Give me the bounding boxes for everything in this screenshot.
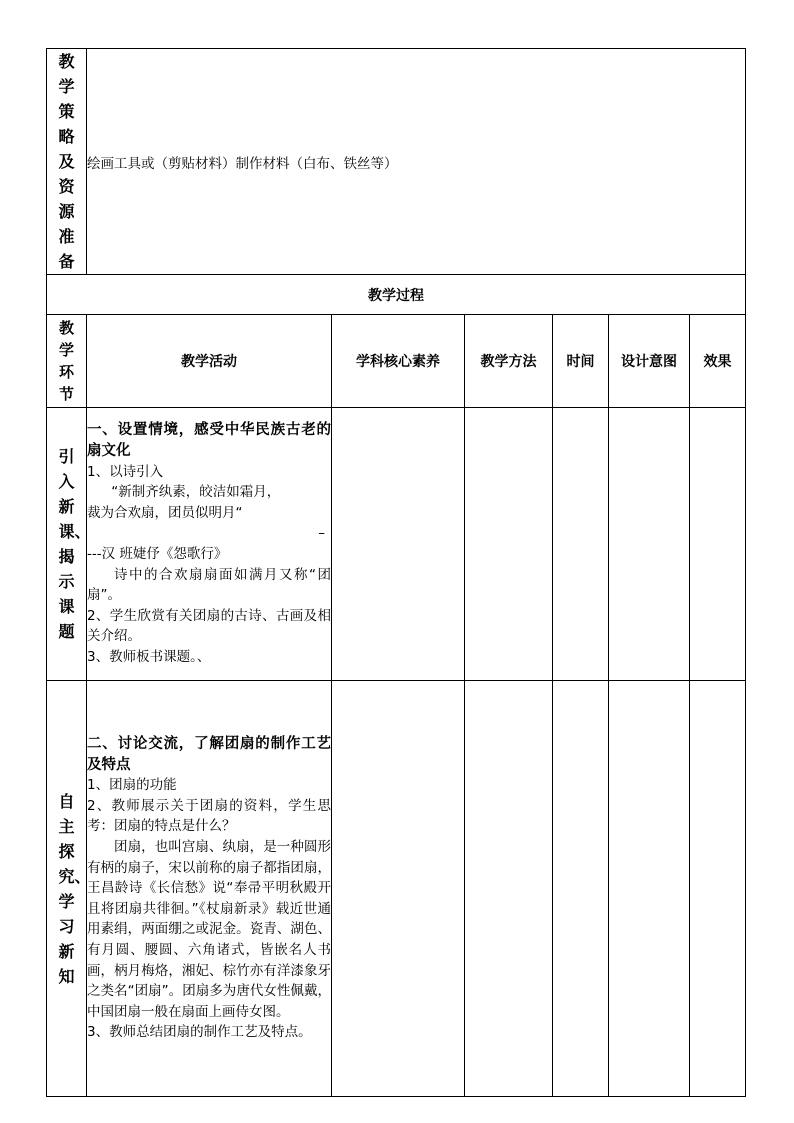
header-effect: 效果 xyxy=(690,315,746,408)
section1-time xyxy=(553,408,609,681)
section1-method xyxy=(465,408,553,681)
section1-item-1: 1、以诗引入 xyxy=(87,463,164,480)
section2-item-3: 3、教师总结团扇的制作工艺及特点。 xyxy=(87,1024,312,1041)
section1-literacy xyxy=(332,408,465,681)
header-method: 教学方法 xyxy=(465,315,553,408)
process-title-row xyxy=(47,275,746,315)
strategy-content-cell xyxy=(87,49,746,275)
strategy-label-cell xyxy=(47,49,87,275)
section1-effect xyxy=(690,408,746,681)
section2-intent xyxy=(609,681,690,1097)
header-row xyxy=(47,315,746,408)
section2-method xyxy=(465,681,553,1097)
header-time: 时间 xyxy=(553,315,609,408)
header-stage-cell xyxy=(47,315,87,408)
header-activity: 教学活动 xyxy=(87,315,332,408)
section1-item-3: 3、教师板书课题。、 xyxy=(87,648,211,665)
process-title: 教学过程 xyxy=(47,275,746,315)
section2-item-1: 1、团扇的功能 xyxy=(87,777,177,794)
section1-explanation: 诗中的合欢扇扇面如满月又称“团扇”。 xyxy=(87,566,331,604)
section1-dash: – xyxy=(318,525,325,542)
section1-activity xyxy=(87,408,332,681)
section2-literacy xyxy=(332,681,465,1097)
section2-stage: 自主探究、学习新知 xyxy=(58,791,91,986)
section1-stage: 引入新课、揭示课题 xyxy=(58,447,91,641)
section1-poem-line-1: “新制齐纨素，皎洁如霜月， xyxy=(111,484,281,501)
section2-row xyxy=(47,681,746,1097)
header-stage: 教学环节 xyxy=(59,319,75,403)
section1-heading: 一、设置情境，感受中华民族古老的扇文化 xyxy=(87,422,331,460)
section2-paragraph: 团扇，也叫宫扇、纨扇，是一种圆形有柄的扇子，宋以前称的扇子都指团扇，王昌龄诗《长信愁》说“奉帚平明秋殿开且将团扇共徘徊。”《杖扇新录》载近世通用素绢，两面绷之或泥金。瓷青、湖色、有月圆、腰圆、六角诸式，皆嵌名人书画，柄月梅烙，湘妃、棕竹亦有洋漆象牙之类名“团扇”。团扇多为唐代女性佩戴，中国团扇一般在扇面上画侍女图。 xyxy=(87,839,331,1020)
section1-row xyxy=(47,408,746,681)
section2-heading: 二、讨论交流，了解团扇的制作工艺及特点 xyxy=(87,736,331,773)
header-intent: 设计意图 xyxy=(609,315,690,408)
strategy-row xyxy=(47,49,746,275)
section2-activity xyxy=(87,681,332,1097)
section2-time xyxy=(553,681,609,1097)
section1-item-2: 2、学生欣赏有关团扇的古诗、古画及相关介绍。 xyxy=(87,607,331,645)
section2-effect xyxy=(690,681,746,1097)
section1-poem-source: ---汉 班婕伃《怨歌行》 xyxy=(87,546,228,562)
header-literacy: 学科核心素养 xyxy=(332,315,465,408)
section2-item-2: 2、教师展示关于团扇的资料，学生思考：团扇的特点是什么？ xyxy=(87,797,331,835)
section1-intent xyxy=(609,408,690,681)
section1-stage-cell xyxy=(47,408,91,681)
lesson-plan-table xyxy=(46,48,746,1097)
section2-stage-cell xyxy=(47,681,91,1097)
strategy-content: 绘画工具或（剪贴材料）制作材料（白布、铁丝等） xyxy=(87,155,398,172)
section1-poem-line-2: 裁为合欢扇，团员似明月“ xyxy=(87,504,243,521)
strategy-label: 教学策略及资源准备 xyxy=(58,52,75,271)
